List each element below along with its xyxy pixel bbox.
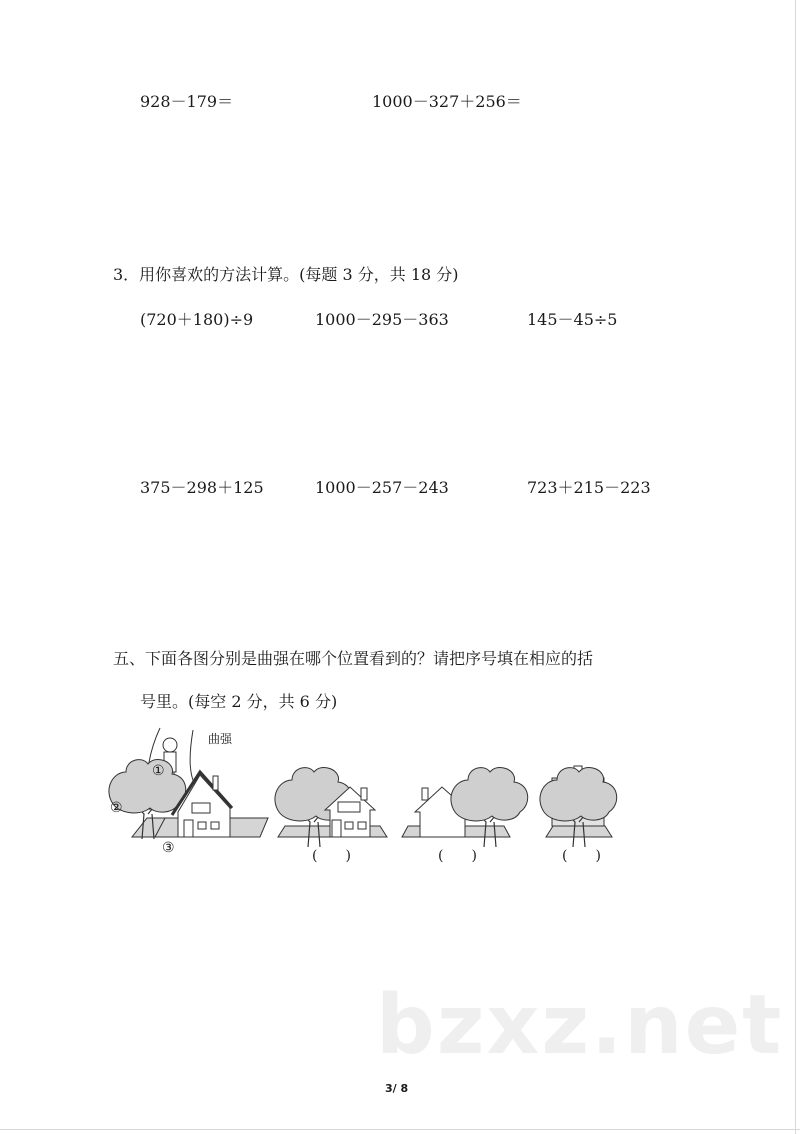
answer-blank-2[interactable]: ( ) xyxy=(438,848,477,864)
q3-problem: 375－298＋125 xyxy=(140,478,264,497)
page-bottom-edge xyxy=(0,1129,800,1130)
q3-problem: 1000－295－363 xyxy=(315,310,449,329)
person-label: 曲强 xyxy=(208,732,233,746)
q5-heading-cont: 号里。(每空 2 分，共 6 分) xyxy=(140,692,338,711)
view-c xyxy=(540,766,617,847)
scene-original xyxy=(109,728,268,839)
position-3: ③ xyxy=(162,840,175,856)
page-edge xyxy=(795,0,796,1134)
problem-928-179: 928－179＝ xyxy=(140,92,234,111)
q3-heading: 3．用你喜欢的方法计算。(每题 3 分，共 18 分) xyxy=(113,265,459,284)
watermark: bzxz.net xyxy=(376,978,784,1073)
position-1: ① xyxy=(152,763,165,779)
answer-blank-3[interactable]: ( ) xyxy=(562,848,601,864)
house-tree-illustrations xyxy=(100,720,740,880)
answer-blank-1[interactable]: ( ) xyxy=(312,848,351,864)
q5-heading: 五、下面各图分别是曲强在哪个位置看到的？请把序号填在相应的括 xyxy=(113,649,594,668)
q3-problem: (720＋180)÷9 xyxy=(140,310,254,329)
page-number: 3/ 8 xyxy=(385,1082,409,1095)
view-b xyxy=(402,767,528,847)
q3-problem: 723＋215－223 xyxy=(527,478,651,497)
problem-1000-327-256: 1000－327＋256＝ xyxy=(372,92,522,111)
q3-problem: 1000－257－243 xyxy=(315,478,449,497)
position-2: ② xyxy=(110,800,123,816)
q3-problem: 145－45÷5 xyxy=(527,310,618,329)
view-figure xyxy=(100,720,740,884)
view-a xyxy=(275,767,387,847)
